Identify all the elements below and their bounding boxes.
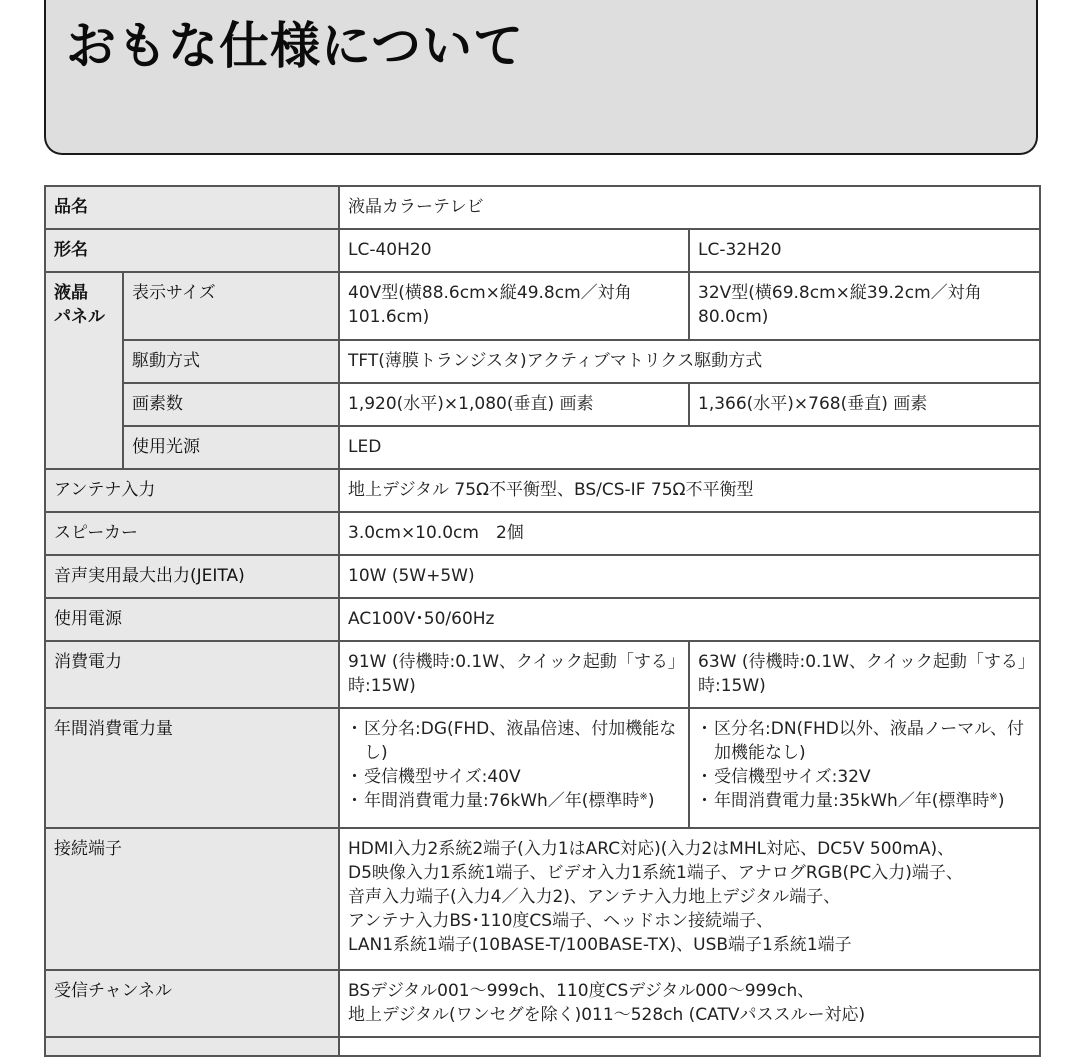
annual-consumption-40 — [339, 708, 689, 828]
table-row-audio-output — [45, 555, 1040, 598]
text-line: 音声入力端子(入力4／入力2)、アンテナ入力地上デジタル端子、 — [348, 887, 841, 907]
model-cell-40: LC-40H20 — [339, 229, 689, 272]
row-value: TFT(薄膜トランジスタ)アクティブマトリクス駆動方式 — [339, 340, 1040, 383]
table-row-product-name — [45, 186, 1040, 229]
cutoff-cell — [339, 1037, 1040, 1056]
display-size-40: 40V型(横88.6cm×縦49.8cm／対角101.6cm) — [339, 272, 689, 340]
annual-suffix: ) — [647, 791, 655, 811]
table-row-speaker — [45, 512, 1040, 555]
display-size-32: 32V型(横69.8cm×縦39.2cm／対角80.0cm) — [689, 272, 1040, 340]
table-row-cutoff — [45, 1037, 1040, 1056]
annual-text: 年間消費電力量:35kWh／年(標準時 — [714, 791, 990, 811]
list-item — [348, 789, 680, 813]
table-row-terminals — [45, 828, 1040, 970]
row-value: AC100V･50/60Hz — [339, 598, 1040, 641]
row-label: 画素数 — [123, 383, 339, 426]
row-value: 10W (5W+5W) — [339, 555, 1040, 598]
row-label: 年間消費電力量 — [45, 708, 339, 828]
row-label: 使用電源 — [45, 598, 339, 641]
text-line: HDMI入力2系統2端子(入力1はARC対応)(入力2はMHL対応、DC5V 500mA)、 — [348, 839, 955, 859]
table-row-pixels — [45, 383, 1040, 426]
bullet-list — [698, 717, 1031, 813]
row-value: LED — [339, 426, 1040, 469]
model-cell-32: LC-32H20 — [689, 229, 1040, 272]
spec-table — [44, 185, 1041, 1057]
row-label: アンテナ入力 — [45, 469, 339, 512]
row-value: 3.0cm×10.0cm 2個 — [339, 512, 1040, 555]
lcd-panel-label-line2: パネル — [54, 307, 105, 327]
bullet-list — [348, 717, 680, 813]
footnote-mark: ※ — [639, 791, 648, 803]
text-line: BSデジタル001～999ch、110度CSデジタル000～999ch、 — [348, 981, 815, 1001]
row-value: 液晶カラーテレビ — [339, 186, 1040, 229]
row-label: スピーカー — [45, 512, 339, 555]
table-row-annual-consumption — [45, 708, 1040, 828]
list-item: ・ 区分名:DG(FHD、液晶倍速、付加機能なし) — [348, 717, 680, 765]
row-label: 消費電力 — [45, 641, 339, 708]
table-row-display-size — [45, 272, 1040, 340]
lcd-panel-label-line1: 液晶 — [54, 283, 88, 303]
pixels-40: 1,920(水平)×1,080(垂直) 画素 — [339, 383, 689, 426]
row-label: 使用光源 — [123, 426, 339, 469]
table-row-antenna-input — [45, 469, 1040, 512]
text-line: アンテナ入力BS･110度CS端子、ヘッドホン接続端子、 — [348, 911, 774, 931]
title-box — [44, 0, 1038, 155]
cutoff-cell — [45, 1037, 339, 1056]
annual-text: 年間消費電力量:76kWh／年(標準時 — [364, 791, 640, 811]
table-row-channels — [45, 970, 1040, 1037]
table-row-model-name — [45, 229, 1040, 272]
lcd-panel-group-label — [45, 272, 123, 469]
table-row-drive-method — [45, 340, 1040, 383]
row-label: 品名 — [45, 186, 339, 229]
row-label: 受信チャンネル — [45, 970, 339, 1037]
annual-consumption-32 — [689, 708, 1040, 828]
text-line: D5映像入力1系統1端子、ビデオ入力1系統1端子、アナログRGB(PC入力)端子、 — [348, 863, 963, 883]
annual-suffix: ) — [997, 791, 1005, 811]
text-line: 地上デジタル(ワンセグを除く)011～528ch (CATVパススルー対応) — [348, 1005, 866, 1025]
table-row-power-source — [45, 598, 1040, 641]
row-label: 形名 — [45, 229, 339, 272]
text-line: LAN1系統1端子(10BASE-T/100BASE-TX)、USB端子1系統1端子 — [348, 935, 852, 955]
row-label: 表示サイズ — [123, 272, 339, 340]
list-item — [698, 789, 1031, 813]
terminals-value — [339, 828, 1040, 970]
row-label: 音声実用最大出力(JEITA) — [45, 555, 339, 598]
pixels-32: 1,366(水平)×768(垂直) 画素 — [689, 383, 1040, 426]
table-row-power-consumption — [45, 641, 1040, 708]
page-title: おもな仕様について — [66, 17, 524, 75]
row-label: 接続端子 — [45, 828, 339, 970]
row-value: 地上デジタル 75Ω不平衡型、BS/CS-IF 75Ω不平衡型 — [339, 469, 1040, 512]
list-item: ・ 受信機型サイズ:40V — [348, 765, 680, 789]
table-row-light-source — [45, 426, 1040, 469]
footnote-mark: ※ — [989, 791, 998, 803]
channels-value — [339, 970, 1040, 1037]
list-item: ・ 区分名:DN(FHD以外、液晶ノーマル、付加機能なし) — [698, 717, 1031, 765]
list-item: ・ 受信機型サイズ:32V — [698, 765, 1031, 789]
power-consumption-32: 63W (待機時:0.1W、クイック起動「する」時:15W) — [689, 641, 1040, 708]
row-label: 駆動方式 — [123, 340, 339, 383]
power-consumption-40: 91W (待機時:0.1W、クイック起動「する」時:15W) — [339, 641, 689, 708]
